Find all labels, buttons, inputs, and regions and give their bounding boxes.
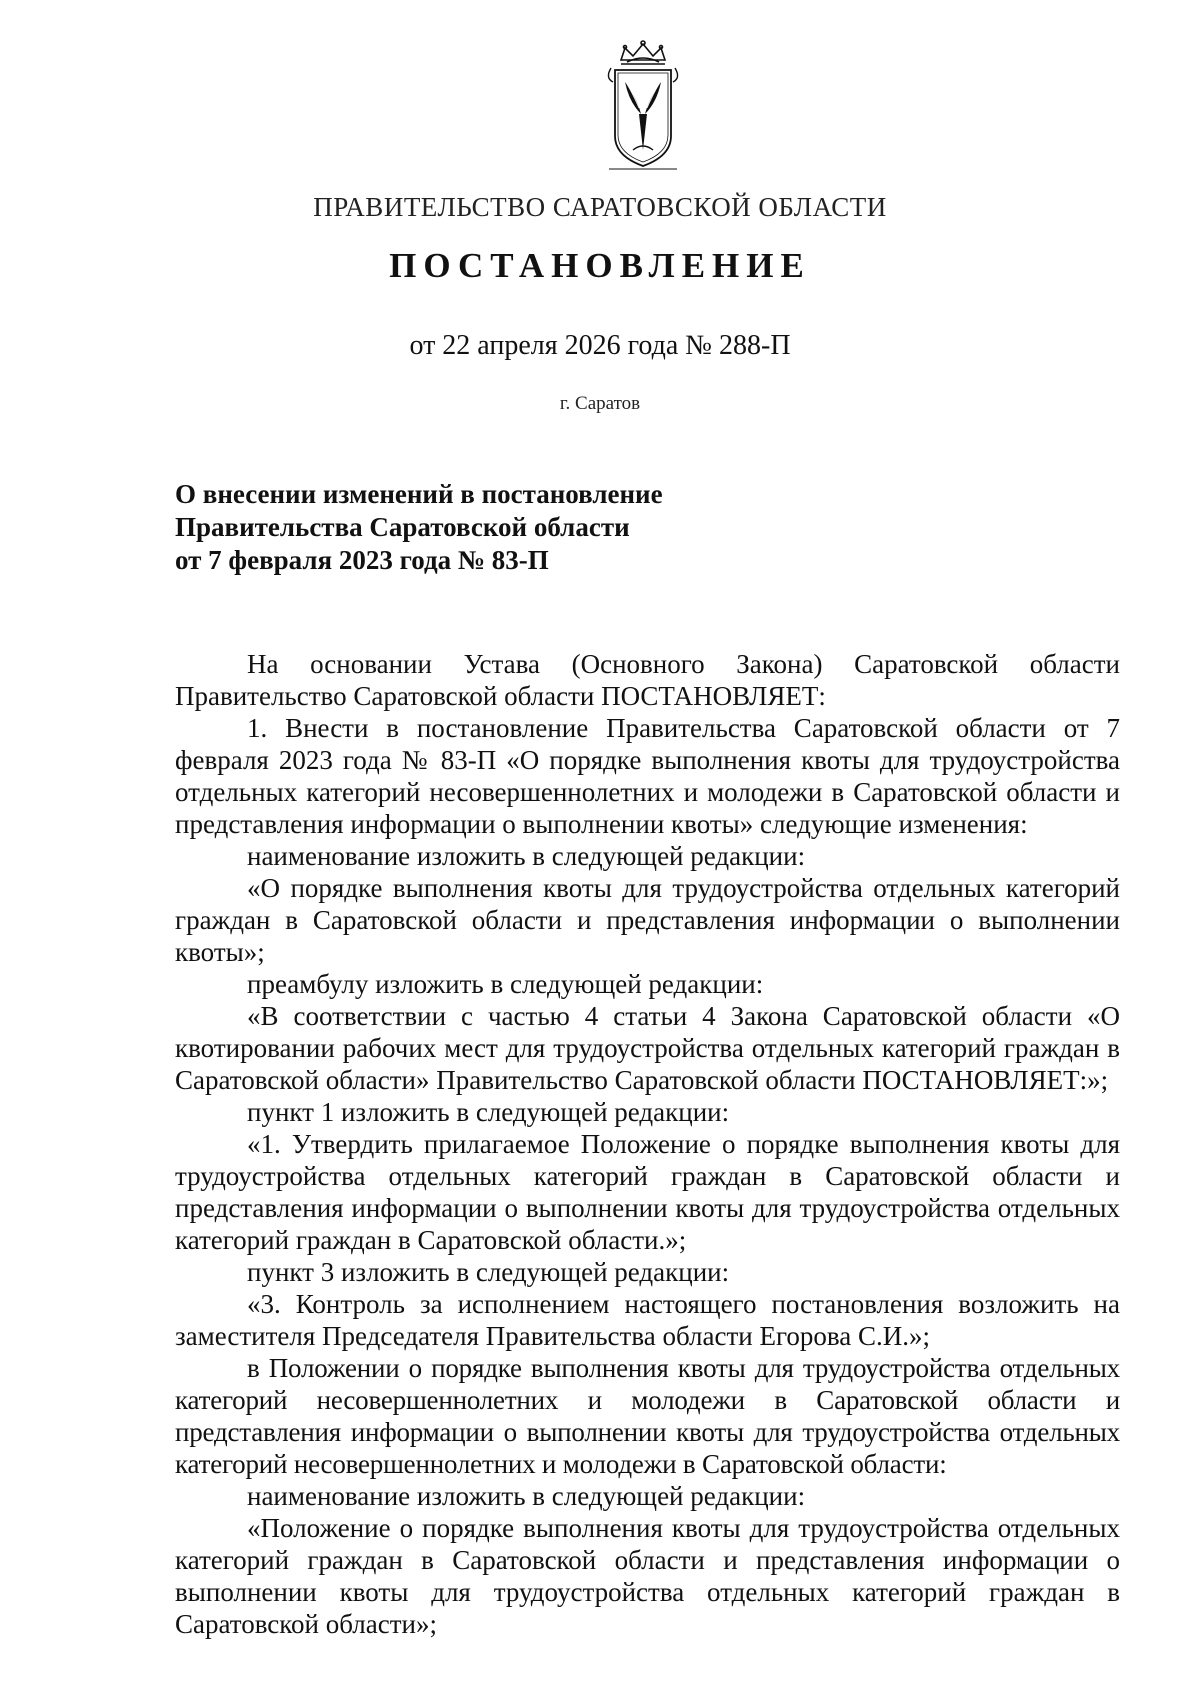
body-paragraph: преамбулу изложить в следующей редакции: (247, 969, 764, 999)
document-city: г. Саратов (559, 393, 641, 414)
subject-line: О внесении изменений в постановление (175, 479, 663, 509)
document-body (175, 648, 1120, 1640)
body-paragraph: «3. Контроль за исполнением настоящего постановления возложить на заместителя Председателя Правительства области Егорова С.И.»; (175, 1289, 1120, 1351)
document-type-heading: ПОСТАНОВЛЕНИЕ (389, 246, 811, 285)
subject-line: Правительства Саратовской области (175, 512, 630, 542)
subject-line: от 7 февраля 2023 года № 83-П (175, 545, 549, 575)
body-paragraph: «О порядке выполнения квоты для трудоустройства отдельных категорий граждан в Саратовской области и представления информации о выполнении квоты»; (175, 873, 1120, 967)
body-paragraph: 1. Внести в постановление Правительства Саратовской области от 7 февраля 2023 года № 83-П «О порядке выполнения квоты для трудоустройства отдельных категорий несовершеннолетних и молодежи в Саратовской области и представления информации о выполнении квоты» следующие изменения: (175, 713, 1120, 839)
body-paragraph: наименование изложить в следующей редакции: (247, 1481, 806, 1511)
body-paragraph: «В соответствии с частью 4 статьи 4 Закона Саратовской области «О квотировании рабочих мест для трудоустройства отдельных категорий граждан в Саратовской области» Правительство Саратовской области ПОСТАНОВЛЯЕТ:»; (175, 1001, 1120, 1095)
body-paragraph: в Положении о порядке выполнения квоты для трудоустройства отдельных категорий несовершеннолетних и молодежи в Саратовской области и представления информации о выполнении квоты для трудоустройства отдельных категорий несовершеннолетних и молодежи в Саратовской области: (175, 1353, 1120, 1479)
organization-title: ПРАВИТЕЛЬСТВО САРАТОВСКОЙ ОБЛАСТИ (313, 192, 887, 222)
body-paragraph: пункт 1 изложить в следующей редакции: (247, 1097, 730, 1127)
body-paragraph: «Положение о порядке выполнения квоты для трудоустройства отдельных категорий граждан в Саратовской области и представления информации о выполнении квоты для трудоустройства отдельных категорий граждан в Саратовской области»; (175, 1513, 1120, 1639)
coat-of-arms-icon (603, 38, 683, 173)
body-paragraph: «1. Утвердить прилагаемое Положение о порядке выполнения квоты для трудоустройства отдельных категорий граждан в Саратовской области и представления информации о выполнении квоты для трудоустройства отдельных категорий граждан в Саратовской области.»; (175, 1129, 1120, 1255)
body-paragraph: наименование изложить в следующей редакции: (247, 841, 806, 871)
document-subject (175, 478, 875, 577)
body-paragraph: На основании Устава (Основного Закона) Саратовской области Правительство Саратовской области ПОСТАНОВЛЯЕТ: (175, 649, 1120, 711)
body-paragraph: пункт 3 изложить в следующей редакции: (247, 1257, 730, 1287)
document-date-number: от 22 апреля 2026 года № 288-П (409, 330, 791, 361)
